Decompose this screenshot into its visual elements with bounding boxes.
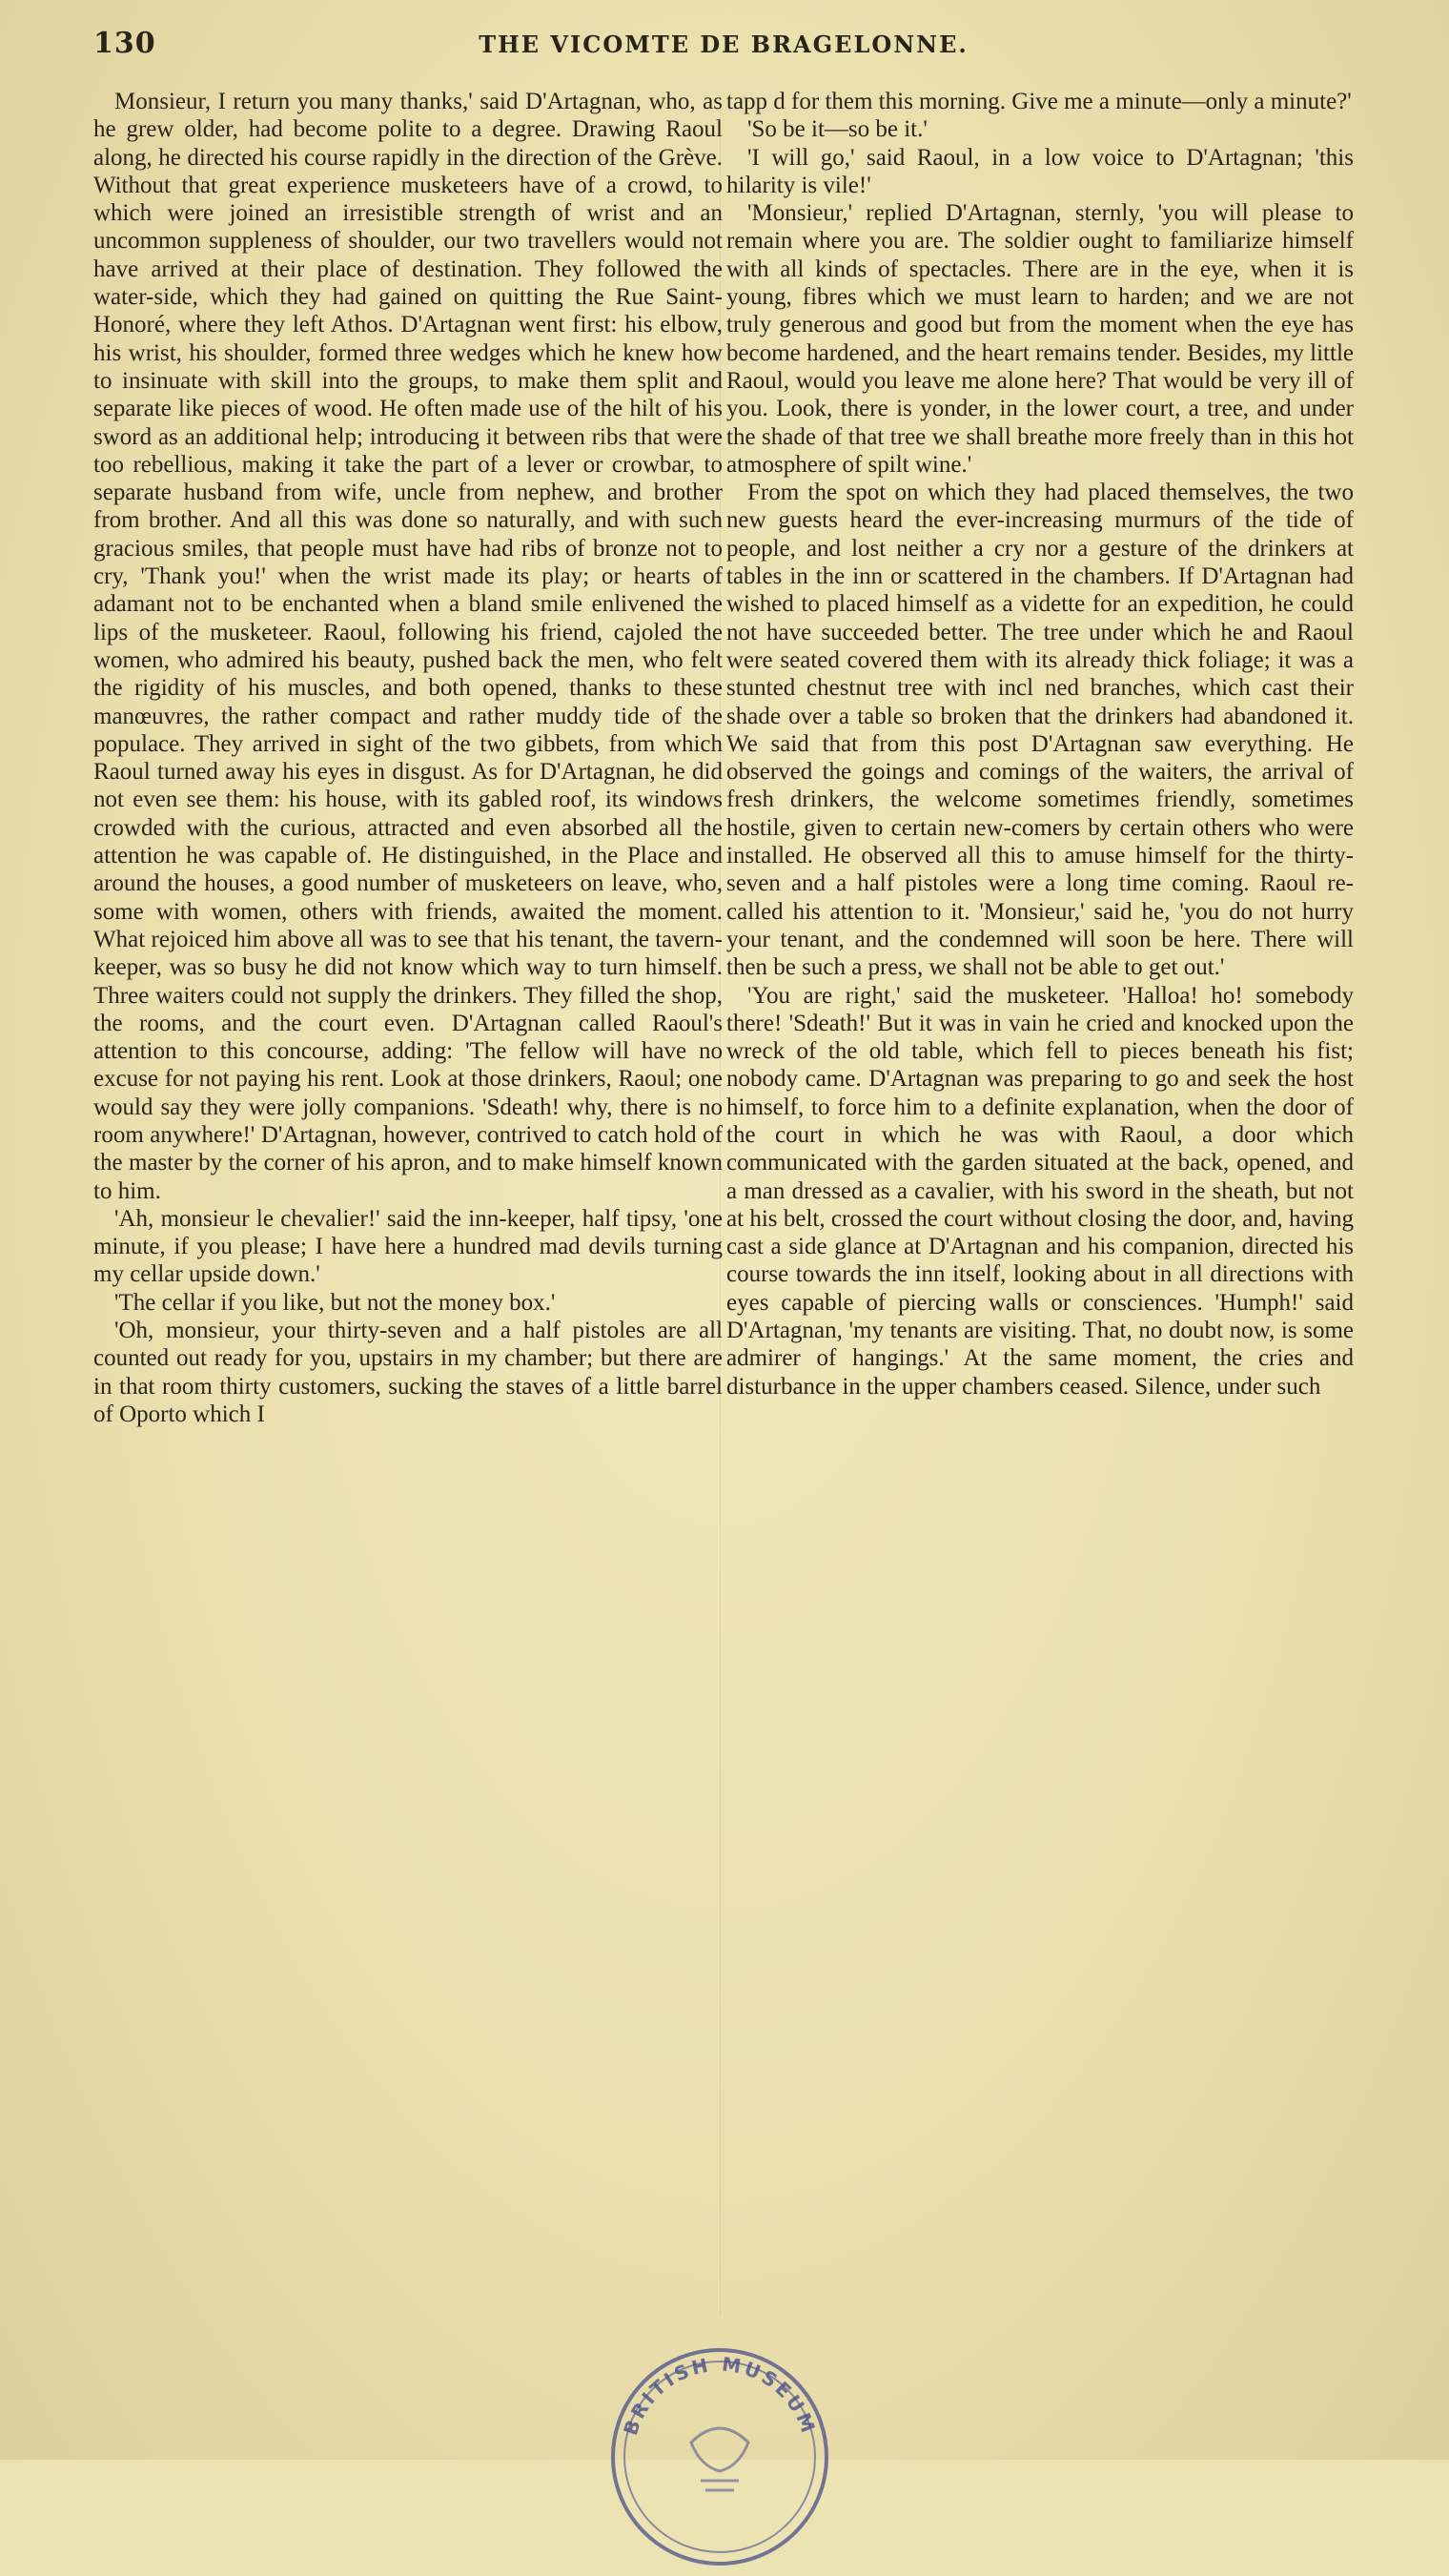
- paragraph: From the spot on which they had placed themselves, the two new guests heard the ever-increasing murmurs of the tide of people, and lost neither a cry nor a gesture of the drinkers at tables in the inn or scattered in the chambers. If D'Artagnan had wished to placed himself as a vidette for an expedition, he could not have succeeded better. The tree under which he and Raoul were seated covered them with its already thick foliage; it was a stunted chestnut tree with incl ned branches, which cast their shade over a table so broken that the drinkers had abandoned it. We said that from this post D'Artagnan saw everything. He observed the goings and comings of the waiters, the arrival of fresh drinkers, the welcome sometimes friendly, sometimes hostile, given to certain new-comers by certain others who were installed. He observed all this to amuse himself for the thirty-seven and a half pistoles were a long time coming. Raoul re-called his attention to it. 'Monsieur,' said he, 'you do not hurry your tenant, and the condemned will soon be here. There will then be such a press, we shall not be able to get out.': [726, 480, 1354, 981]
- paragraph: Monsieur, I return you many thanks,' said D'Artagnan, who, as he grew older, had become polite to a degree. Drawing Raoul along, he directed his course rapidly in the direction of the Grève. Without that great experience musketeers have of a crowd, to which were joined an irresistible strength of wrist and an uncommon suppleness of shoulder, our two travellers would not have arrived at their place of destination. They followed the water-side, which they had gained on quitting the Rue Saint-Honoré, where they left Athos. D'Artagnan went first: his elbow, his wrist, his shoulder, formed three wedges which he knew how to insinuate with skill into the groups, to make them split and separate like pieces of wood. He often made use of the hilt of his sword as an additional help; introducing it between ribs that were too rebellious, making it take the part of a lever or crowbar, to separate husband from wife, uncle from nephew, and brother from brother. And all this was done so naturally, and with such gracious smiles, that people must have had ribs of bronze not to cry, 'Thank you!' when the wrist made its play; or hearts of adamant not to be enchanted when a bland smile enlivened the lips of the musketeer. Raoul, following his friend, cajoled the women, who admired his beauty, pushed back the men, who felt the rigidity of his muscles, and both opened, thanks to these manœuvres, the rather compact and rather muddy tide of the populace. They arrived in sight of the two gibbets, from which Raoul turned away his eyes in disgust. As for D'Artagnan, he did not even see them: his house, with its gabled roof, its windows crowded with the curious, attracted and even absorbed all the attention he was capable of. He distinguished, in the Place and around the houses, a good number of musketeers on leave, who, some with women, others with friends, awaited the moment. What rejoiced him above all was to see that his tenant, the tavern-keeper, was so busy he did not know which way to turn himself. Three waiters could not supply the drinkers. They filled the shop, the rooms, and the court even. D'Artagnan called Raoul's attention to this concourse, adding: 'The fellow will have no excuse for not paying his rent. Look at those drinkers, Raoul; one would say they were jolly companions. 'Sdeath! why, there is no room anywhere!' D'Artagnan, however, contrived to catch hold of the master by the corner of his apron, and to make himself known to him.: [93, 89, 723, 1204]
- paragraph: 'Ah, monsieur le chevalier!' said the inn-keeper, half tipsy, 'one minute, if you please; I have here a hundred mad devils turning my cellar upside down.': [93, 1205, 723, 1288]
- paragraph: 'Oh, monsieur, your thirty-seven and a half pistoles are all counted out ready for you, upstairs in my chamber; but there are in that room thirty customers, sucking the staves of a little barrel of Oporto which I: [93, 1318, 723, 1427]
- paragraph: 'So be it—so be it.': [747, 116, 928, 143]
- paragraph: 'I will go,' said Raoul, in a low voice to D'Artagnan; 'this hilarity is vile!': [726, 144, 1354, 198]
- left-column: [93, 88, 723, 1428]
- page-header: [93, 27, 1354, 65]
- paragraph: tapp d for them this morning. Give me a minute—only a minute?': [726, 89, 1352, 114]
- running-title: THE VICOMTE DE BRAGELONNE.: [479, 31, 969, 58]
- svg-text:BRITISH MUSEUM: [619, 2352, 821, 2438]
- library-stamp-icon: [601, 2338, 839, 2576]
- page-number: 130: [93, 27, 156, 60]
- paragraph: 'The cellar if you like, but not the money box.': [114, 1289, 556, 1316]
- paragraph: 'You are right,' said the musketeer. 'Halloa! ho! somebody there! 'Sdeath!' But it was in vain he cried and knocked upon the wreck of the old table, which fell to pieces beneath his fist; nobody came. D'Artagnan was preparing to go and seek the host himself, to force him to a definite explanation, when the door of the court in which he was with Raoul, a door which communicated with the garden situated at the back, opened, and a man dressed as a cavalier, with his sword in the sheath, but not at his belt, crossed the court without closing the door, and, having cast a side glance at D'Artagnan and his companion, directed his course towards the inn itself, looking about in all directions with eyes capable of piercing walls or consciences. 'Humph!' said D'Artagnan, 'my tenants are visiting. That, no doubt now, is some admirer of hangings.' At the same moment, the cries and disturbance in the upper chambers ceased. Silence, under such: [726, 982, 1354, 1400]
- paragraph: 'Monsieur,' replied D'Artagnan, sternly, 'you will please to remain where you are. The soldier ought to familiarize himself with all kinds of spectacles. There are in the eye, when it is young, fibres which we must learn to harden; and we are not truly generous and good but from the moment when the eye has become hardened, and the heart remains tender. Besides, my little Raoul, would you leave me alone here? That would be very ill of you. Look, there is yonder, in the lower court, a tree, and under the shade of that tree we shall breathe more freely than in this hot atmosphere of spilt wine.': [726, 200, 1354, 478]
- stamp-text: BRITISH MUSEUM: [619, 2352, 821, 2439]
- column-divider: [720, 105, 721, 2317]
- right-column: [726, 88, 1354, 1400]
